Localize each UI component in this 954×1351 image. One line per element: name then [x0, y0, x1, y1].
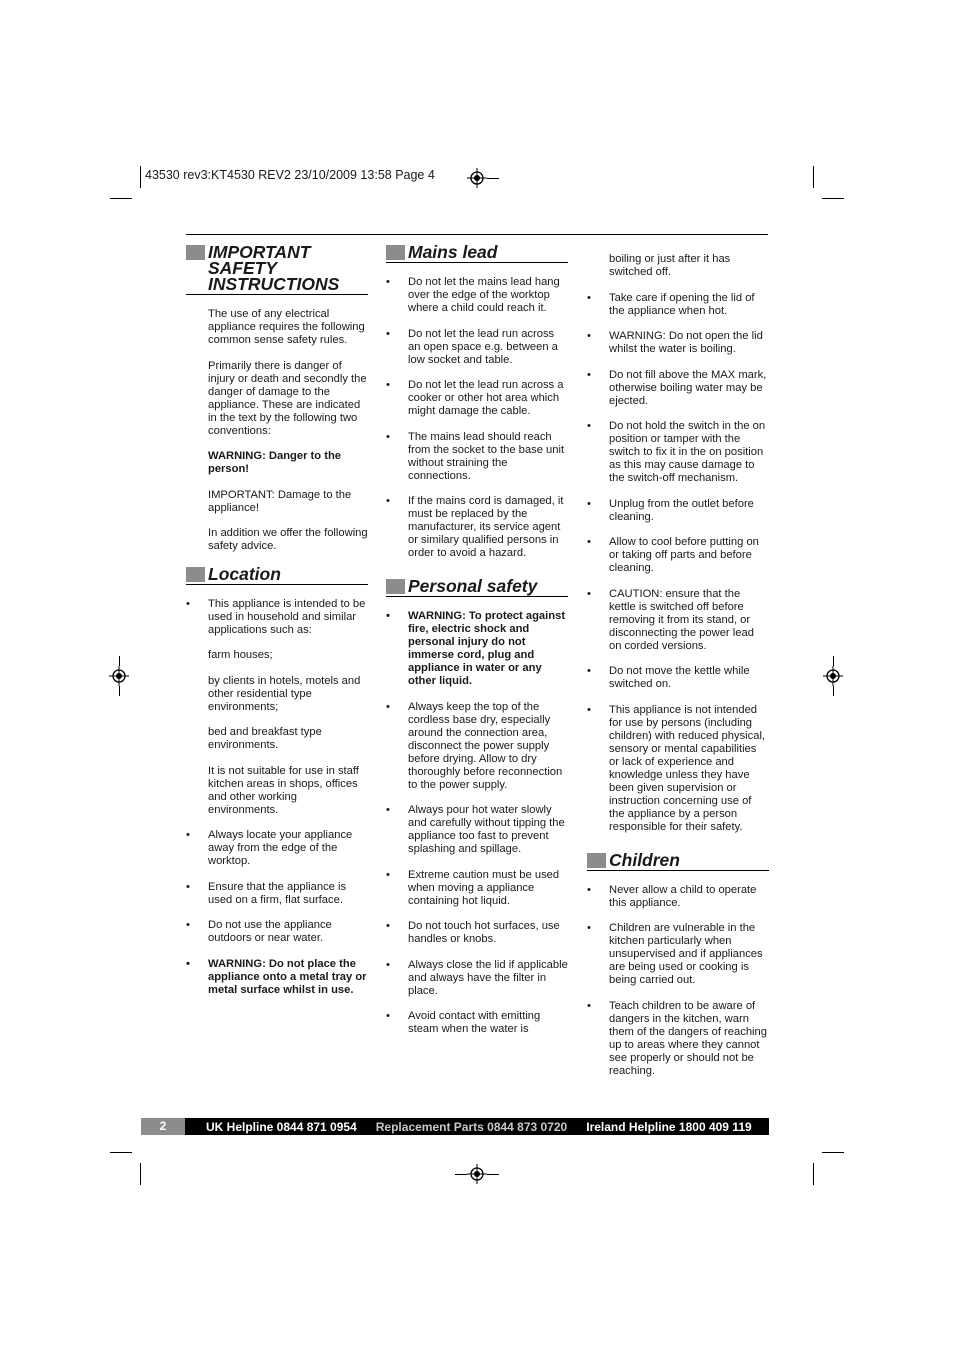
- paragraph: Primarily there is danger of injury or death and secondly the danger of damage to the appliance. These are indicated in the text by the following two conventions:: [208, 359, 367, 437]
- paragraph: In addition we offer the following safety advice.: [208, 527, 368, 552]
- list-item: • The mains lead should reach from the socket to the base unit without straining the connections.: [386, 431, 568, 483]
- list-item: • Allow to cool before putting on or taking off parts and before cleaning.: [587, 536, 769, 575]
- list-item-continued: boiling or just after it has switched off.: [609, 253, 731, 278]
- top-rule: [186, 234, 768, 235]
- column-3: [587, 253, 769, 1090]
- list-item: • Always close the lid if applicable and always have the filter in place.: [386, 959, 568, 998]
- crop-mark: [813, 1163, 814, 1185]
- crop-mark: [110, 1152, 132, 1153]
- crop-mark: [822, 198, 844, 199]
- section-title: Mains lead: [408, 242, 498, 262]
- list-item: • Do not let the mains lead hang over the edge of the worktop where a child could reach it.: [386, 276, 568, 315]
- crop-mark: [813, 166, 814, 188]
- list-item: • Extreme caution must be used when moving a appliance containing hot liquid.: [386, 869, 568, 908]
- section-heading-location: [186, 563, 368, 585]
- location-list: [186, 598, 368, 997]
- crop-mark: [119, 686, 120, 696]
- list-item: • Always locate your appliance away from the edge of the worktop.: [186, 829, 368, 868]
- section-title: IMPORTANT SAFETY INSTRUCTIONS: [208, 242, 340, 294]
- list-item: • WARNING: Do not place the appliance onto a metal tray or metal surface whilst in use.: [186, 958, 368, 997]
- list-item: • Do not hold the switch in the on position or tamper with the switch to fix it in the on position as this may cause damage to the switch-off mechanism.: [587, 420, 769, 485]
- footer-bar: [141, 1118, 769, 1135]
- registration-mark-icon: [467, 168, 487, 188]
- registration-mark-icon: [823, 666, 843, 686]
- registration-mark-icon: [109, 666, 129, 686]
- crop-mark: [487, 1174, 499, 1175]
- heading-square-icon: [386, 245, 405, 260]
- paragraph: IMPORTANT: Damage to the appliance!: [208, 488, 352, 514]
- column-1: [186, 244, 368, 1009]
- personal-safety-list: [386, 610, 568, 1036]
- section-title: Location: [208, 563, 281, 584]
- heading-square-icon: [186, 245, 205, 260]
- heading-square-icon: [587, 853, 606, 868]
- list-item: • Never allow a child to operate this appliance.: [587, 884, 769, 910]
- list-item: • Take care if opening the lid of the appliance when hot.: [587, 292, 769, 318]
- heading-square-icon: [186, 567, 205, 582]
- list-item: • Always pour hot water slowly and carefully without tipping the appliance too fast to prevent splashing and spillage.: [386, 804, 568, 856]
- list-item: • Teach children to be aware of dangers in the kitchen, warn them of the dangers of reaching up to areas where they cannot see properly or should not be reaching.: [587, 1000, 769, 1078]
- crop-mark: [140, 1163, 141, 1185]
- list-item: • This appliance is not intended for use by persons (including children) with reduced physical, sensory or mental capabilities or lack of experience and knowledge unless they have been given supervision or instruction concerning use of the appliance by a person responsible for their safety.: [587, 704, 769, 834]
- crop-mark: [833, 656, 834, 666]
- list-item: • CAUTION: ensure that the kettle is switched off before removing it from its stand, or disconnecting the power lead on corded versions.: [587, 588, 769, 653]
- section-heading-children: [587, 849, 769, 871]
- crop-mark: [455, 1174, 467, 1175]
- list-subitem: It is not suitable for use in staff kitchen areas in shops, offices and other working environments.: [208, 764, 359, 816]
- slug-line: 43530 rev3:KT4530 REV2 23/10/2009 13:58 Page 4: [145, 168, 435, 182]
- list-subitem: farm houses;: [208, 649, 273, 661]
- column-2: [386, 244, 568, 1049]
- list-item: • Unplug from the outlet before cleaning.: [587, 498, 769, 524]
- crop-mark: [833, 686, 834, 696]
- list-subitem: by clients in hotels, motels and other residential type environments;: [208, 674, 361, 713]
- list-item: • Do not let the lead run across a cooker or other hot area which might damage the cable.: [386, 379, 568, 418]
- section-heading-important: [186, 244, 368, 295]
- section-title: Personal safety: [408, 576, 538, 596]
- list-item: • Do not touch hot surfaces, use handles or knobs.: [386, 920, 568, 946]
- heading-square-icon: [386, 579, 405, 594]
- list-subitem: bed and breakfast type environments.: [208, 726, 322, 751]
- list-item: • Children are vulnerable in the kitchen particularly when unsupervised and if appliances are being used or cooking is being carried out.: [587, 922, 769, 987]
- mains-lead-list: [386, 276, 568, 560]
- list-item: • Do not fill above the MAX mark, otherwise boiling water may be ejected.: [587, 369, 769, 408]
- list-item-text: This appliance is intended to be used in household and similar applications such as:: [208, 597, 366, 636]
- list-item: [186, 598, 368, 817]
- list-item: • Always keep the top of the cordless base dry, especially around the connection area, disconnect the power supply before drying. Allow to dry thoroughly before reconnection to the power supply.: [386, 701, 568, 792]
- crop-mark: [140, 166, 141, 188]
- section-heading-mains-lead: [386, 244, 568, 263]
- page-number: 2: [141, 1118, 185, 1135]
- list-item: • Ensure that the appliance is used on a firm, flat surface.: [186, 881, 368, 907]
- warning-paragraph: WARNING: Danger to the person!: [208, 450, 342, 475]
- children-list: [587, 884, 769, 1078]
- crop-mark: [110, 198, 132, 199]
- uk-helpline: UK Helpline 0844 871 0954: [206, 1119, 357, 1134]
- crop-mark: [487, 178, 499, 179]
- crop-mark: [119, 656, 120, 666]
- list-item: • Avoid contact with emitting steam when the water is: [386, 1010, 568, 1036]
- ireland-helpline: Ireland Helpline 1800 409 119: [586, 1119, 752, 1134]
- list-item: • WARNING: To protect against fire, electric shock and personal injury do not immerse cord, plug and appliance in water or any other liquid.: [386, 610, 568, 688]
- registration-mark-icon: [467, 1164, 487, 1184]
- replacement-parts: Replacement Parts 0844 873 0720: [375, 1119, 568, 1134]
- list-item: • If the mains cord is damaged, it must be replaced by the manufacturer, its service agent or similary qualified persons in order to avoid a hazard.: [386, 495, 568, 560]
- list-item: • Do not use the appliance outdoors or near water.: [186, 919, 368, 945]
- list-item: • Do not let the lead run across an open space e.g. between a low socket and table.: [386, 328, 568, 367]
- section-heading-personal-safety: [386, 578, 568, 597]
- continued-list: [587, 253, 769, 834]
- paragraph: The use of any electrical appliance requires the following common sense safety rules.: [208, 308, 365, 346]
- section-title: Children: [609, 849, 680, 870]
- list-item: • Do not move the kettle while switched on.: [587, 665, 769, 691]
- crop-mark: [822, 1152, 844, 1153]
- list-item: • WARNING: Do not open the lid whilst the water is boiling.: [587, 330, 769, 356]
